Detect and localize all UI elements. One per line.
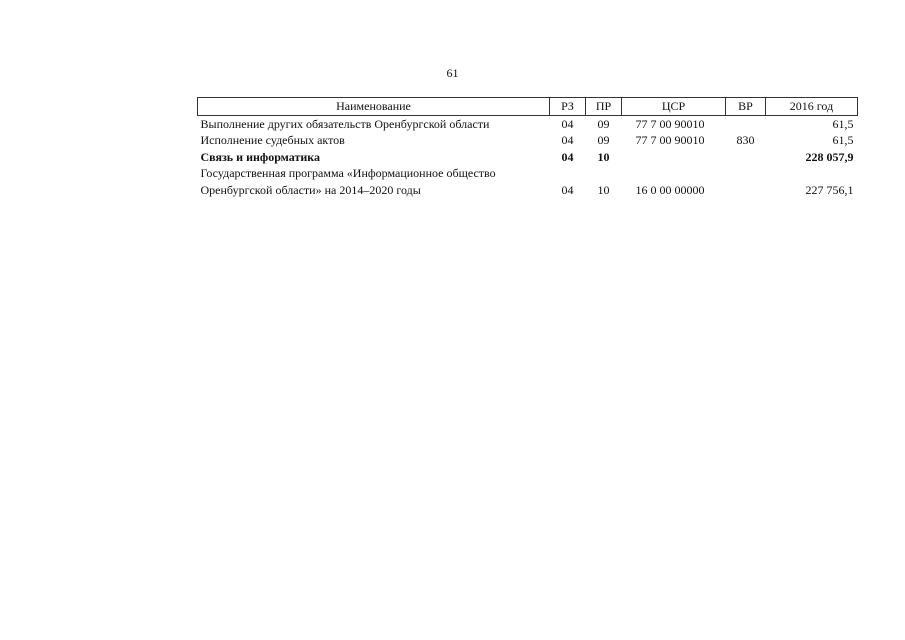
table-row [198, 149, 858, 166]
table-row [198, 115, 858, 132]
header-name: Наименование [198, 98, 550, 116]
cell-name: Выполнение других обязательств Оренбургской области [200, 116, 490, 131]
header-rz: РЗ [550, 98, 586, 116]
cell-pr: 09 [597, 116, 610, 131]
cell-name: Государственная программа «Информационное общество Оренбургской области» на 2014–2020 годы [200, 166, 496, 197]
cell-rz: 04 [561, 149, 574, 164]
cell-vr [726, 115, 766, 132]
cell-csr: 16 0 00 00000 [635, 182, 705, 197]
cell-csr: 77 7 00 90010 [635, 133, 705, 147]
cell-sum: 227 756,1 [805, 182, 854, 197]
cell-sum: 61,5 [832, 116, 854, 131]
table-row [198, 165, 858, 198]
cell-sum: 61,5 [832, 133, 854, 147]
cell-rz: 04 [561, 116, 574, 131]
cell-rz: 04 [561, 182, 574, 197]
cell-name: Связь и информатика [200, 149, 321, 164]
budget-table [197, 97, 858, 198]
header-vr: ВР [726, 98, 766, 116]
cell-sum: 228 057,9 [805, 149, 854, 164]
cell-pr: 09 [597, 133, 610, 147]
header-pr: ПР [586, 98, 622, 116]
page-number: 61 [446, 66, 459, 80]
cell-pr: 10 [597, 149, 610, 164]
cell-vr [726, 149, 766, 166]
cell-csr: 77 7 00 90010 [635, 116, 705, 131]
cell-name: Исполнение судебных актов [200, 133, 345, 147]
cell-vr [726, 165, 766, 198]
table-header-row [198, 98, 858, 116]
cell-pr: 10 [597, 182, 610, 197]
header-csr: ЦСР [622, 98, 726, 116]
table-row [198, 132, 858, 149]
header-sum: 2016 год [766, 98, 858, 116]
cell-csr [622, 149, 726, 166]
cell-vr: 830 [736, 133, 755, 147]
cell-rz: 04 [561, 133, 574, 147]
